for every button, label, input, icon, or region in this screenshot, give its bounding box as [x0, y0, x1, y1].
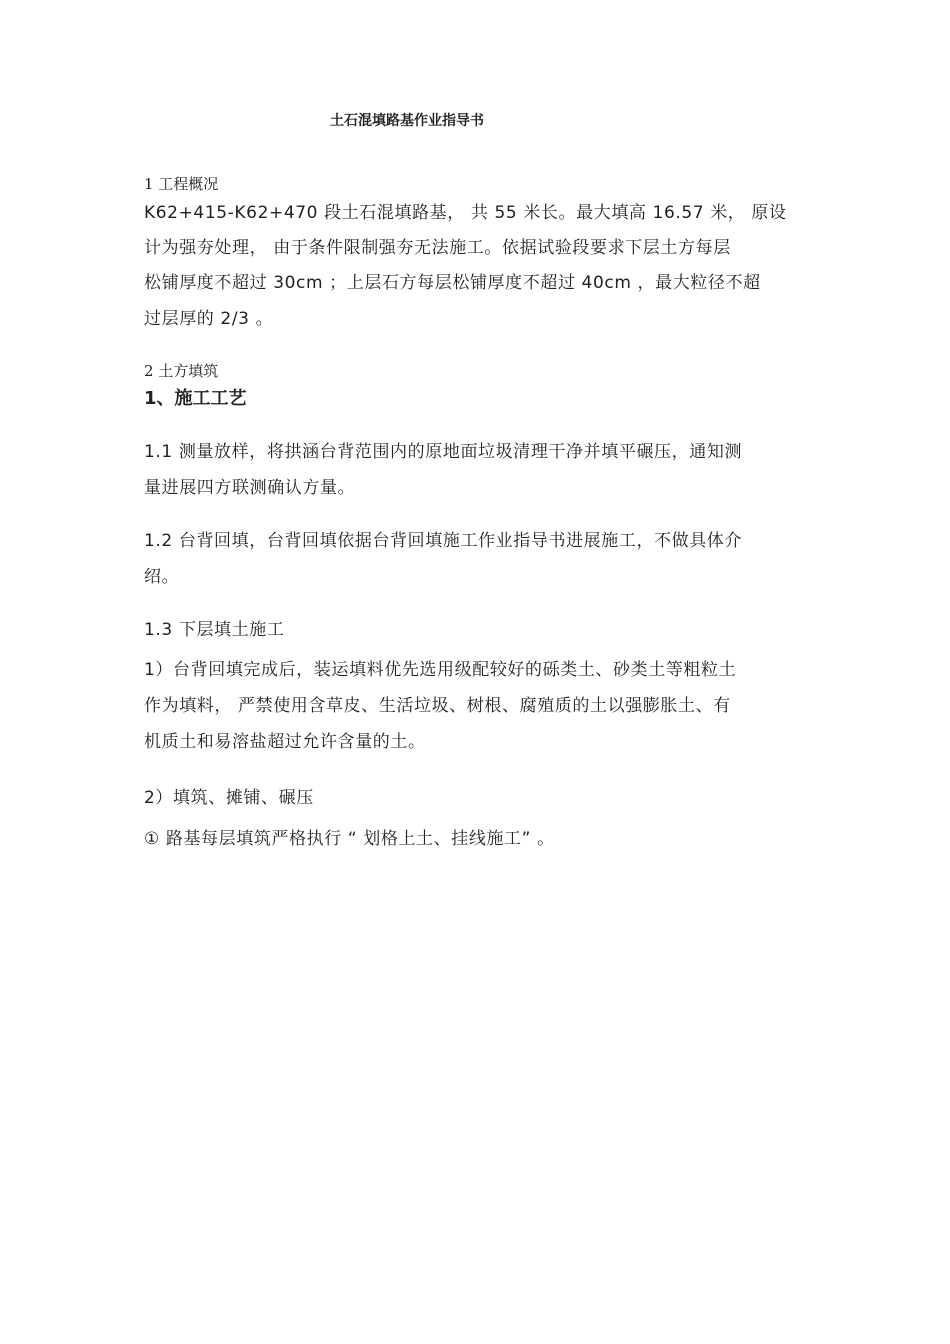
paragraph-line: 1.1 测量放样，将拱涵台背范围内的原地面垃圾清理干净并填平碾压，通知测 [144, 442, 743, 462]
document-title: 土石混填路基作业指导书 [330, 113, 484, 129]
paragraph-line: 1）台背回填完成后，装运填料优先选用级配较好的砾类土、砂类土等粗粒土 [144, 660, 737, 680]
paragraph-line: 1.2 台背回填，台背回填依据台背回填施工作业指导书进展施工，不做具体介 [144, 531, 743, 551]
paragraph-line: 作为填料， 严禁使用含草皮、生活垃圾、树根、腐殖质的土以强膨胀土、有 [144, 696, 731, 716]
subheading-lower-fill: 1.3 下层填土施工 [144, 620, 285, 640]
paragraph-line: 机质土和易溶盐超过允许含量的土。 [144, 732, 426, 752]
section-heading-earthwork: 2 土方填筑 [144, 362, 219, 380]
paragraph-line: 松铺厚度不超过 30cm ；上层石方每层松铺厚度不超过 40cm ，最大粒径不超 [144, 273, 761, 293]
paragraph-line: 过层厚的 2/3 。 [144, 309, 274, 329]
paragraph-line: K62+415-K62+470 段土石混填路基， 共 55 米长。最大填高 16.57 米， 原设 [144, 203, 787, 223]
subheading-construction-process: 1、施工工艺 [144, 388, 247, 409]
list-item: 2）填筑、摊铺、碾压 [144, 788, 314, 808]
list-item: ① 路基每层填筑严格执行 “ 划格上土、挂线施工” 。 [144, 829, 555, 849]
paragraph-line: 量进展四方联测确认方量。 [144, 478, 356, 498]
section-heading-overview: 1 工程概况 [144, 175, 219, 193]
paragraph-line: 计为强夯处理， 由于条件限制强夯无法施工。依据试验段要求下层土方每层 [144, 238, 731, 258]
paragraph-line: 绍。 [144, 567, 180, 587]
